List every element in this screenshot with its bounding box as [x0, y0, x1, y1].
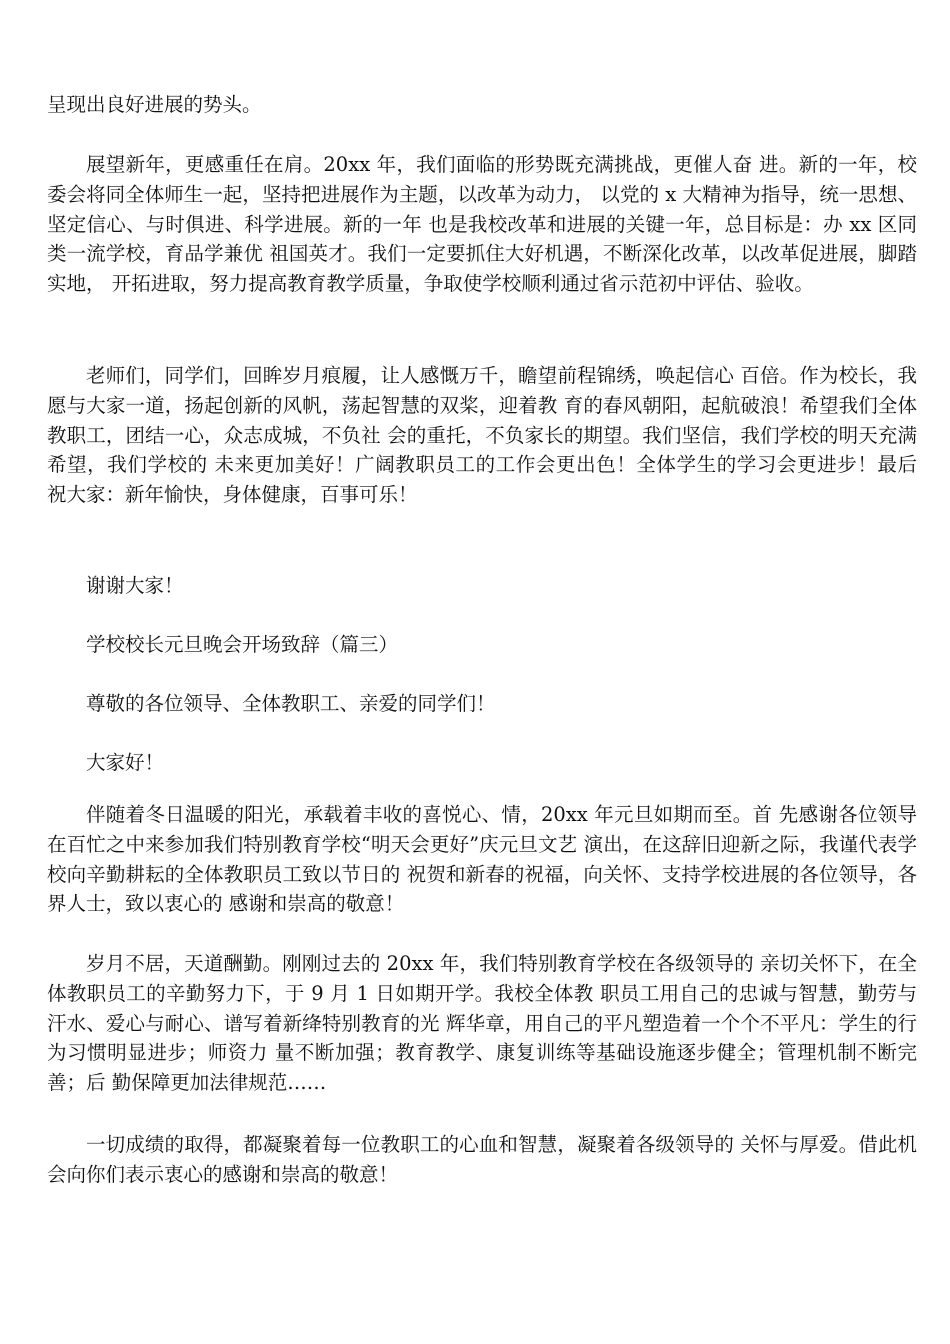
paragraph-salutation: 尊敬的各位领导、全体教职工、亲爱的同学们！ — [86, 692, 496, 715]
paragraph-gratitude: 一切成绩的取得，都凝聚着每一位教职工的心血和智慧，凝聚着各级领导的 关怀与厚爱。借此机会向你们表示衷心的感谢和崇高的敬意！ — [47, 1133, 917, 1186]
paragraph-teachers-students: 老师们，同学们，回眸岁月痕履，让人感慨万千，瞻望前程锦绣，唤起信心 百倍。作为校长，我愿与大家一道，扬起创新的风帆，荡起智慧的双桨，迎着教 育的春风朝阳，起航破浪！希望我们全体教职工，团结一心，众志成城，不负社 会的重托，不负家长的期望。我们坚信，我们学校的明天充满希望，我们学校的 未来更加美好！广阔教职员工的工作会更出色！全体学生的学习会更进步！最后 祝大家：新年愉快，身体健康，百事可乐！ — [47, 364, 917, 507]
paragraph-achievements: 岁月不居，天道酬勤。刚刚过去的 20xx 年，我们特别教育学校在各级领导的 亲切关怀下，在全体教职员工的辛勤努力下，于 9 月 1 日如期开学。我校全体教 职员工用自己的忠诚与智慧，勤劳与汗水、爱心与耐心、谱写着新绛特别教育的光 辉华章，用自己的平凡塑造着一个个不平凡：学生的行为习惯明显进步；师资力 量不断加强；教育教学、康复训练等基础设施逐步健全；管理机制不断完善；后 勤保障更加法律规范…… — [47, 952, 917, 1095]
paragraph-continuation: 呈现出良好进展的势头。 — [47, 93, 262, 116]
paragraph-new-year-outlook: 展望新年，更感重任在肩。20xx 年，我们面临的形势既充满挑战，更催人奋 进。新的一年，校委会将同全体师生一起，坚持把进展作为主题，以改革为动力， 以党的 x 大精神为指导，统一思想、坚定信心、与时俱进、科学进展。新的一年 也是我校改革和进展的关键一年，总目标是：办 xx 区同类一流学校，育品学兼优 祖国英才。我们一定要抓住大好机遇，不断深化改革，以改革促进展，脚踏实地， 开拓进取，努力提高教育教学质量，争取使学校顺利通过省示范初中评估、验收。 — [47, 153, 917, 296]
paragraph-thanks: 谢谢大家！ — [86, 574, 184, 597]
paragraph-greeting: 大家好！ — [86, 751, 165, 774]
section-heading: 学校校长元旦晚会开场致辞（篇三） — [86, 633, 399, 656]
paragraph-new-year-day: 伴随着冬日温暖的阳光，承载着丰收的喜悦心、情，20xx 年元旦如期而至。首 先感谢各位领导在百忙之中来参加我们特别教育学校“明天会更好”庆元旦文艺 演出，在这辞旧迎新之际，我谨代表学校向辛勤耕耘的全体教职员工致以节日的 祝贺和新春的祝福，向关怀、支持学校进展的各位领导，各界人士，致以衷心的 感谢和崇高的敬意！ — [47, 803, 917, 916]
